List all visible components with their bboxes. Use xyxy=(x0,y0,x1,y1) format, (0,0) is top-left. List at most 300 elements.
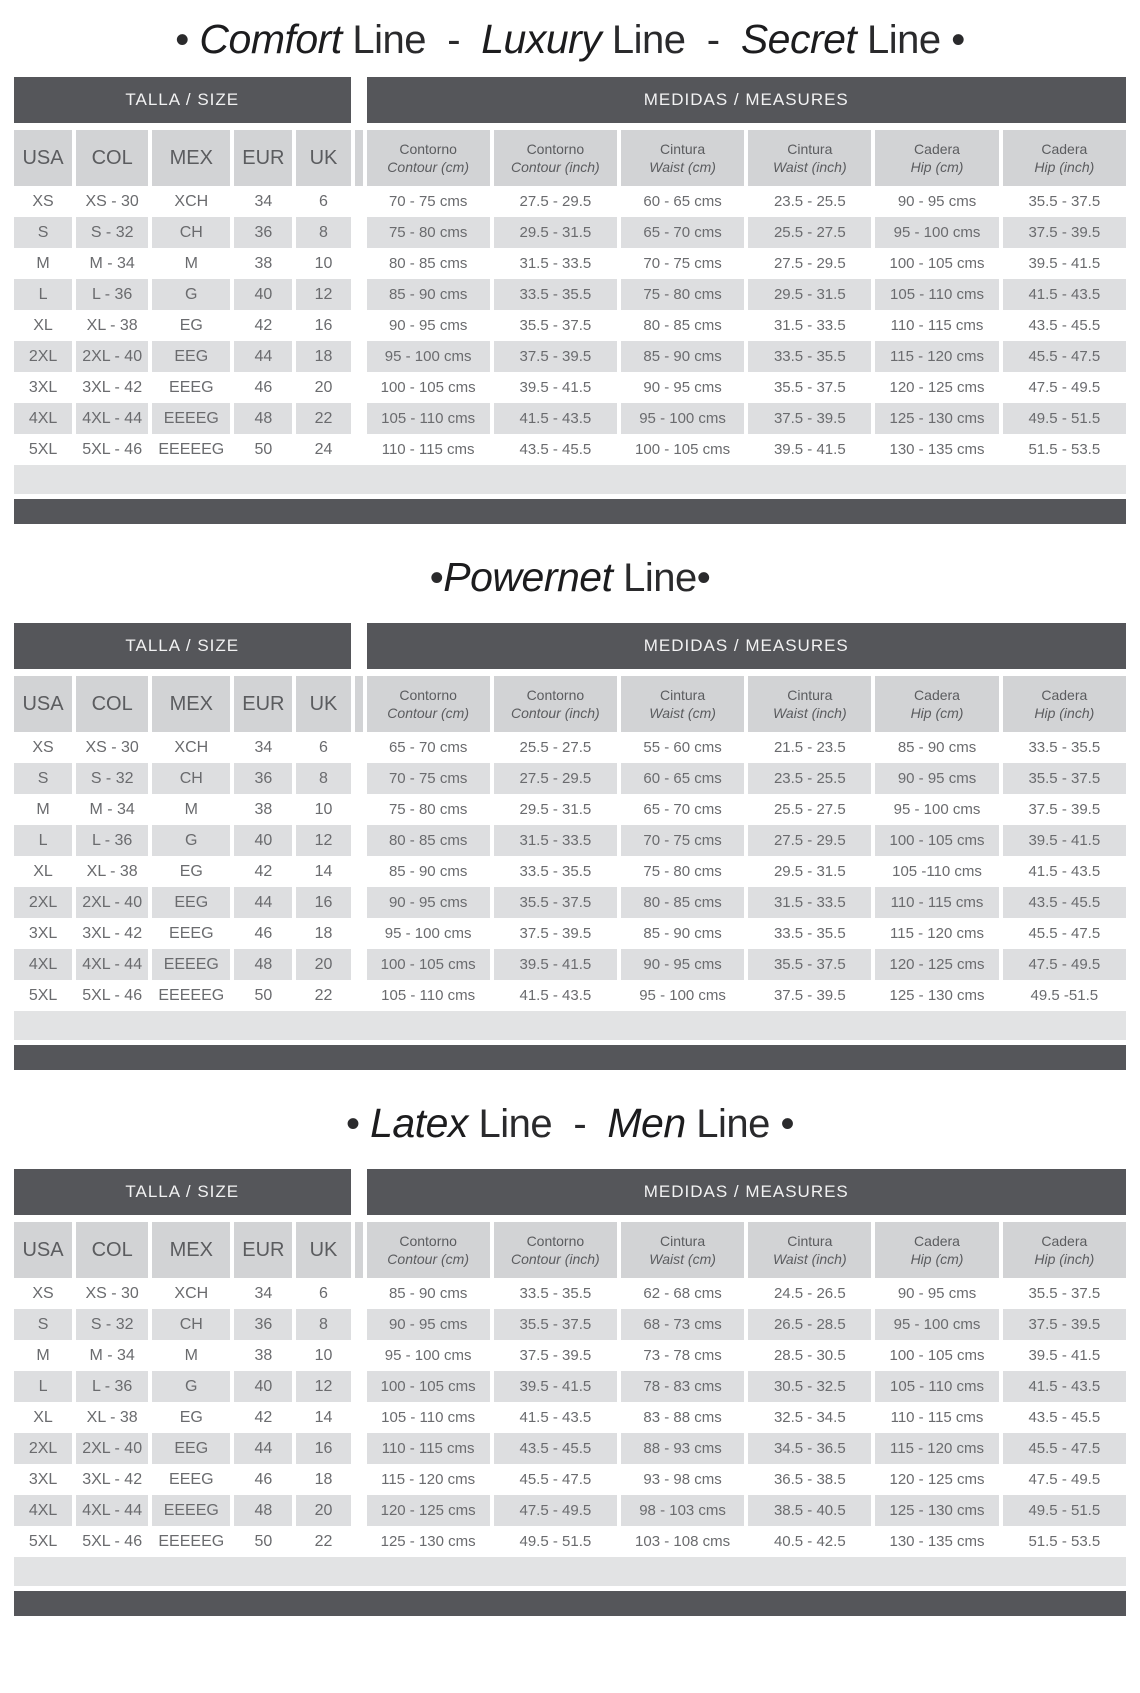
table-cell: G xyxy=(152,279,230,310)
table-cell: 42 xyxy=(234,310,292,341)
table-cell: 45.5 - 47.5 xyxy=(494,1464,617,1495)
table-cell: 45.5 - 47.5 xyxy=(1003,341,1126,372)
table-cell: 70 - 75 cms xyxy=(621,248,744,279)
column-header-sublabel: Waist (inch) xyxy=(772,159,847,175)
table-cell: 25.5 - 27.5 xyxy=(494,732,617,763)
column-header: USA xyxy=(14,130,72,186)
table-cell: 18 xyxy=(296,1464,350,1495)
table-row xyxy=(14,217,1126,248)
table-cell: 37.5 - 39.5 xyxy=(494,918,617,949)
table-body xyxy=(14,732,1126,1011)
table-cell: 43.5 - 45.5 xyxy=(494,1433,617,1464)
table-cell: 120 - 125 cms xyxy=(875,949,998,980)
table-body xyxy=(14,186,1126,465)
table-row xyxy=(14,949,1126,980)
table-cell: 100 - 105 cms xyxy=(875,825,998,856)
table-cell: 41.5 - 43.5 xyxy=(494,980,617,1011)
column-header-label: Cintura xyxy=(787,1232,833,1249)
table-cell: 40 xyxy=(234,279,292,310)
column-header-label: Contorno xyxy=(399,1232,457,1249)
table-cell: 35.5 - 37.5 xyxy=(1003,1278,1126,1309)
table-cell: 4XL xyxy=(14,403,72,434)
table-cell: 47.5 - 49.5 xyxy=(1003,372,1126,403)
table-cell: 55 - 60 cms xyxy=(621,732,744,763)
table-cell: 90 - 95 cms xyxy=(367,310,490,341)
table-cell: S - 32 xyxy=(76,1309,148,1340)
table-row xyxy=(14,763,1126,794)
table-cell: 80 - 85 cms xyxy=(621,310,744,341)
table-cell: 8 xyxy=(296,217,350,248)
table-cell: 100 - 105 cms xyxy=(875,248,998,279)
table-cell: 120 - 125 cms xyxy=(875,372,998,403)
line-title xyxy=(10,16,1130,63)
column-header xyxy=(1003,676,1126,732)
table-cell: XS - 30 xyxy=(76,1278,148,1309)
table-cell: 49.5 - 51.5 xyxy=(494,1526,617,1557)
line-brand-text: Men xyxy=(607,1100,686,1146)
table-row xyxy=(14,403,1126,434)
table-cell: 33.5 - 35.5 xyxy=(748,341,871,372)
table-cell: 110 - 115 cms xyxy=(875,887,998,918)
table-cell: 5XL - 46 xyxy=(76,980,148,1011)
table-cell: 14 xyxy=(296,1402,350,1433)
table-cell: 35.5 - 37.5 xyxy=(748,949,871,980)
table-cell: 68 - 73 cms xyxy=(621,1309,744,1340)
table-cell: 38 xyxy=(234,248,292,279)
table-cell: 43.5 - 45.5 xyxy=(494,434,617,465)
column-gap xyxy=(355,279,363,310)
table-cell: 32.5 - 34.5 xyxy=(748,1402,871,1433)
table-cell: 115 - 120 cms xyxy=(875,1433,998,1464)
table-cell: 95 - 100 cms xyxy=(875,794,998,825)
column-header xyxy=(875,676,998,732)
table-cell: 4XL - 44 xyxy=(76,1495,148,1526)
table-cell: 39.5 - 41.5 xyxy=(494,372,617,403)
column-header-label: Cintura xyxy=(660,140,706,157)
line-plain-text: Line - xyxy=(341,18,482,62)
column-header xyxy=(494,130,617,186)
table-cell: 33.5 - 35.5 xyxy=(494,856,617,887)
table-cell: XS - 30 xyxy=(76,732,148,763)
table-cell: 33.5 - 35.5 xyxy=(748,918,871,949)
table-cell: 60 - 65 cms xyxy=(621,186,744,217)
table-cell: M - 34 xyxy=(76,1340,148,1371)
column-header-label: Cintura xyxy=(787,140,833,157)
table-cell: 34 xyxy=(234,186,292,217)
table-cell: 41.5 - 43.5 xyxy=(1003,856,1126,887)
column-header-label: Cadera xyxy=(914,686,960,703)
column-header-sublabel: Hip (cm) xyxy=(910,159,964,175)
column-header xyxy=(748,130,871,186)
medidas-measures-header: MEDIDAS / MEASURES xyxy=(367,623,1126,669)
column-header xyxy=(367,676,490,732)
column-gap xyxy=(355,980,363,1011)
column-header-label: Cadera xyxy=(1041,1232,1088,1249)
table-cell: 125 - 130 cms xyxy=(367,1526,490,1557)
column-header xyxy=(1003,1222,1126,1278)
table-footer-bar xyxy=(14,499,1126,524)
column-header: USA xyxy=(14,676,72,732)
table-cell: 23.5 - 25.5 xyxy=(748,763,871,794)
table-bottom-strip xyxy=(14,1557,1126,1586)
table-cell: 65 - 70 cms xyxy=(621,794,744,825)
table-cell: EEEG xyxy=(152,918,230,949)
table-cell: 110 - 115 cms xyxy=(367,434,490,465)
table-cell: 49.5 - 51.5 xyxy=(1003,403,1126,434)
table-cell: 85 - 90 cms xyxy=(621,341,744,372)
table-cell: 27.5 - 29.5 xyxy=(494,186,617,217)
line-plain-text: • xyxy=(780,1102,795,1146)
table-cell: M xyxy=(14,794,72,825)
table-cell: 90 - 95 cms xyxy=(367,887,490,918)
table-cell: S xyxy=(14,1309,72,1340)
table-row xyxy=(14,279,1126,310)
column-gap xyxy=(355,1526,363,1557)
table-cell: 3XL - 42 xyxy=(76,372,148,403)
column-header xyxy=(621,1222,744,1278)
column-header-sublabel: Contour (cm) xyxy=(387,1251,469,1267)
table-cell: 3XL - 42 xyxy=(76,918,148,949)
line-brand-text: Powernet xyxy=(443,554,613,600)
table-cell: L - 36 xyxy=(76,279,148,310)
table-cell: 83 - 88 cms xyxy=(621,1402,744,1433)
line-title xyxy=(10,1100,1130,1147)
table-cell: 44 xyxy=(234,341,292,372)
table-cell: M xyxy=(14,248,72,279)
table-cell: 25.5 - 27.5 xyxy=(748,217,871,248)
table-cell: 29.5 - 31.5 xyxy=(748,856,871,887)
column-header-sublabel: Hip (cm) xyxy=(910,1251,964,1267)
table-cell: 2XL - 40 xyxy=(76,341,148,372)
table-cell: 95 - 100 cms xyxy=(621,403,744,434)
medidas-measures-header: MEDIDAS / MEASURES xyxy=(367,1169,1126,1215)
table-cell: M xyxy=(152,1340,230,1371)
column-gap xyxy=(355,1278,363,1309)
table-cell: 90 - 95 cms xyxy=(875,763,998,794)
table-row xyxy=(14,186,1126,217)
table-cell: 85 - 90 cms xyxy=(621,918,744,949)
column-gap xyxy=(355,1222,363,1278)
table-cell: L - 36 xyxy=(76,825,148,856)
table-cell: 43.5 - 45.5 xyxy=(1003,1402,1126,1433)
table-cell: 35.5 - 37.5 xyxy=(1003,763,1126,794)
table-cell: 85 - 90 cms xyxy=(367,1278,490,1309)
table-cell: 40 xyxy=(234,825,292,856)
column-header xyxy=(494,1222,617,1278)
column-gap xyxy=(355,248,363,279)
table-cell: 29.5 - 31.5 xyxy=(494,794,617,825)
column-header-label: Cadera xyxy=(1041,686,1088,703)
table-cell: 28.5 - 30.5 xyxy=(748,1340,871,1371)
table-cell: 27.5 - 29.5 xyxy=(748,248,871,279)
table-cell: 48 xyxy=(234,949,292,980)
column-gap xyxy=(355,1340,363,1371)
table-cell: 25.5 - 27.5 xyxy=(748,794,871,825)
table-cell: 3XL xyxy=(14,918,72,949)
table-cell: 37.5 - 39.5 xyxy=(1003,794,1126,825)
table-cell: XL xyxy=(14,310,72,341)
column-gap xyxy=(355,856,363,887)
line-brand-text: Latex xyxy=(370,1100,468,1146)
table-cell: 120 - 125 cms xyxy=(875,1464,998,1495)
table-cell: EEG xyxy=(152,341,230,372)
table-cell: EEEEEG xyxy=(152,434,230,465)
table-cell: 36 xyxy=(234,763,292,794)
column-header: COL xyxy=(76,130,148,186)
table-cell: 105 - 110 cms xyxy=(875,279,998,310)
table-cell: 40.5 - 42.5 xyxy=(748,1526,871,1557)
table-cell: 46 xyxy=(234,372,292,403)
table-row xyxy=(14,856,1126,887)
table-cell: 22 xyxy=(296,1526,350,1557)
table-cell: 33.5 - 35.5 xyxy=(494,1278,617,1309)
table-cell: 70 - 75 cms xyxy=(367,763,490,794)
column-header: EUR xyxy=(234,1222,292,1278)
column-gap xyxy=(355,403,363,434)
table-cell: 6 xyxy=(296,186,350,217)
table-cell: XS xyxy=(14,186,72,217)
column-gap xyxy=(355,732,363,763)
vertical-gap xyxy=(14,123,1126,130)
column-header-label: Cadera xyxy=(1041,140,1088,157)
table-cell: 95 - 100 cms xyxy=(875,217,998,248)
column-header xyxy=(875,130,998,186)
table-cell: 100 - 105 cms xyxy=(367,1371,490,1402)
table-cell: 46 xyxy=(234,918,292,949)
section-powernet xyxy=(10,554,1130,1070)
column-header: MEX xyxy=(152,676,230,732)
table-cell: 10 xyxy=(296,794,350,825)
table-cell: 2XL - 40 xyxy=(76,1433,148,1464)
table-cell: 62 - 68 cms xyxy=(621,1278,744,1309)
table-cell: 4XL xyxy=(14,1495,72,1526)
table-cell: XS xyxy=(14,1278,72,1309)
table-cell: 85 - 90 cms xyxy=(367,279,490,310)
table-row xyxy=(14,434,1126,465)
group-header-row xyxy=(14,623,1126,669)
column-header xyxy=(1003,130,1126,186)
column-header-label: Cadera xyxy=(914,140,960,157)
table-cell: 90 - 95 cms xyxy=(621,949,744,980)
column-header-sublabel: Waist (cm) xyxy=(649,159,716,175)
table-cell: 80 - 85 cms xyxy=(621,887,744,918)
table-bottom-strip xyxy=(14,465,1126,494)
table-cell: CH xyxy=(152,217,230,248)
table-cell: 3XL - 42 xyxy=(76,1464,148,1495)
line-plain-text: Line - xyxy=(601,18,741,62)
table-cell: EG xyxy=(152,310,230,341)
column-header: UK xyxy=(296,676,350,732)
table-cell: 5XL xyxy=(14,980,72,1011)
line-title xyxy=(10,554,1130,601)
column-header-label: Contorno xyxy=(399,140,457,157)
table-cell: 93 - 98 cms xyxy=(621,1464,744,1495)
table-cell: 47.5 - 49.5 xyxy=(1003,1464,1126,1495)
column-gap xyxy=(355,763,363,794)
column-gap xyxy=(355,1309,363,1340)
column-header: EUR xyxy=(234,676,292,732)
table-cell: 125 - 130 cms xyxy=(875,403,998,434)
table-cell: 2XL xyxy=(14,887,72,918)
column-header: EUR xyxy=(234,130,292,186)
table-cell: 16 xyxy=(296,310,350,341)
section-comfort-luxury-secret xyxy=(10,16,1130,524)
table-row xyxy=(14,1433,1126,1464)
table-cell: 24 xyxy=(296,434,350,465)
table-cell: 4XL xyxy=(14,949,72,980)
table-cell: 85 - 90 cms xyxy=(875,732,998,763)
table-cell: 51.5 - 53.5 xyxy=(1003,1526,1126,1557)
table-cell: 50 xyxy=(234,434,292,465)
line-plain-text: Line xyxy=(856,18,941,62)
table-cell: 105 - 110 cms xyxy=(367,1402,490,1433)
table-cell: G xyxy=(152,1371,230,1402)
table-cell: EEEG xyxy=(152,1464,230,1495)
table-cell: 88 - 93 cms xyxy=(621,1433,744,1464)
table-cell: 31.5 - 33.5 xyxy=(748,310,871,341)
column-gap xyxy=(355,1402,363,1433)
table-cell: 105 - 110 cms xyxy=(367,403,490,434)
table-row xyxy=(14,918,1126,949)
line-plain-text: • xyxy=(175,18,200,62)
column-gap xyxy=(355,341,363,372)
table-cell: 26.5 - 28.5 xyxy=(748,1309,871,1340)
column-header-sublabel: Hip (inch) xyxy=(1034,1251,1095,1267)
size-chart-table xyxy=(10,1169,1130,1616)
table-cell: 10 xyxy=(296,1340,350,1371)
table-cell: 3XL xyxy=(14,1464,72,1495)
column-header-row xyxy=(14,1222,1126,1278)
table-cell: 4XL - 44 xyxy=(76,403,148,434)
table-row xyxy=(14,980,1126,1011)
table-row xyxy=(14,248,1126,279)
column-gap xyxy=(355,186,363,217)
table-cell: 49.5 -51.5 xyxy=(1003,980,1126,1011)
table-cell: M - 34 xyxy=(76,794,148,825)
table-cell: 34 xyxy=(234,732,292,763)
table-cell: M xyxy=(152,248,230,279)
table-row xyxy=(14,341,1126,372)
column-header xyxy=(367,130,490,186)
table-cell: XCH xyxy=(152,732,230,763)
table-cell: EEEEG xyxy=(152,1495,230,1526)
table-row xyxy=(14,1278,1126,1309)
table-cell: 50 xyxy=(234,1526,292,1557)
table-cell: 35.5 - 37.5 xyxy=(494,1309,617,1340)
table-cell: L - 36 xyxy=(76,1371,148,1402)
table-cell: S - 32 xyxy=(76,217,148,248)
table-cell: 18 xyxy=(296,918,350,949)
table-cell: 35.5 - 37.5 xyxy=(748,372,871,403)
table-cell: 31.5 - 33.5 xyxy=(494,825,617,856)
vertical-gap xyxy=(14,1215,1126,1222)
column-gap xyxy=(355,676,363,732)
column-header-sublabel: Hip (cm) xyxy=(910,705,964,721)
table-cell: 31.5 - 33.5 xyxy=(494,248,617,279)
table-cell: 22 xyxy=(296,980,350,1011)
column-header-label: Cintura xyxy=(660,1232,706,1249)
table-cell: 39.5 - 41.5 xyxy=(1003,1340,1126,1371)
table-cell: 29.5 - 31.5 xyxy=(494,217,617,248)
column-header-sublabel: Waist (cm) xyxy=(649,705,716,721)
table-cell: 37.5 - 39.5 xyxy=(748,403,871,434)
table-cell: 12 xyxy=(296,825,350,856)
table-cell: 2XL xyxy=(14,341,72,372)
table-cell: 39.5 - 41.5 xyxy=(1003,248,1126,279)
table-cell: 27.5 - 29.5 xyxy=(494,763,617,794)
table-cell: 3XL xyxy=(14,372,72,403)
table-cell: 36 xyxy=(234,1309,292,1340)
table-row xyxy=(14,1495,1126,1526)
column-gap xyxy=(355,1495,363,1526)
table-cell: XL - 38 xyxy=(76,1402,148,1433)
table-cell: 30.5 - 32.5 xyxy=(748,1371,871,1402)
table-cell: XCH xyxy=(152,186,230,217)
table-cell: XS - 30 xyxy=(76,186,148,217)
column-header-sublabel: Hip (inch) xyxy=(1034,159,1095,175)
table-cell: 75 - 80 cms xyxy=(621,279,744,310)
table-cell: 95 - 100 cms xyxy=(367,918,490,949)
table-cell: CH xyxy=(152,1309,230,1340)
line-brand-text: Secret xyxy=(740,16,857,62)
table-body xyxy=(14,1278,1126,1557)
column-header-row xyxy=(14,130,1126,186)
table-cell: 115 - 120 cms xyxy=(875,341,998,372)
table-row xyxy=(14,1371,1126,1402)
column-gap xyxy=(355,1433,363,1464)
column-gap xyxy=(355,217,363,248)
table-cell: 20 xyxy=(296,949,350,980)
column-header-label: Cintura xyxy=(660,686,706,703)
table-row xyxy=(14,887,1126,918)
table-cell: EEEEG xyxy=(152,949,230,980)
table-cell: 90 - 95 cms xyxy=(875,1278,998,1309)
table-cell: 105 - 110 cms xyxy=(875,1371,998,1402)
table-cell: S xyxy=(14,763,72,794)
table-cell: 5XL xyxy=(14,434,72,465)
column-header xyxy=(621,130,744,186)
column-header-row xyxy=(14,676,1126,732)
table-cell: L xyxy=(14,825,72,856)
table-cell: 43.5 - 45.5 xyxy=(1003,887,1126,918)
table-cell: G xyxy=(152,825,230,856)
column-header xyxy=(367,1222,490,1278)
table-cell: 65 - 70 cms xyxy=(621,217,744,248)
table-cell: 36 xyxy=(234,217,292,248)
table-cell: S xyxy=(14,217,72,248)
line-plain-text: • xyxy=(940,18,965,62)
column-header xyxy=(494,676,617,732)
table-cell: 95 - 100 cms xyxy=(367,1340,490,1371)
column-gap xyxy=(355,1371,363,1402)
group-header-row xyxy=(14,77,1126,123)
table-cell: 60 - 65 cms xyxy=(621,763,744,794)
table-cell: 37.5 - 39.5 xyxy=(494,341,617,372)
line-plain-text: • xyxy=(429,556,444,600)
column-gap xyxy=(355,1464,363,1495)
table-cell: 105 -110 cms xyxy=(875,856,998,887)
column-header xyxy=(748,676,871,732)
column-header-sublabel: Contour (inch) xyxy=(511,705,600,721)
table-cell: 16 xyxy=(296,887,350,918)
table-cell: EEEEEG xyxy=(152,980,230,1011)
table-cell: 35.5 - 37.5 xyxy=(494,887,617,918)
table-cell: 98 - 103 cms xyxy=(621,1495,744,1526)
table-cell: 39.5 - 41.5 xyxy=(494,949,617,980)
table-cell: 100 - 105 cms xyxy=(621,434,744,465)
table-cell: 43.5 - 45.5 xyxy=(1003,310,1126,341)
column-header: COL xyxy=(76,676,148,732)
